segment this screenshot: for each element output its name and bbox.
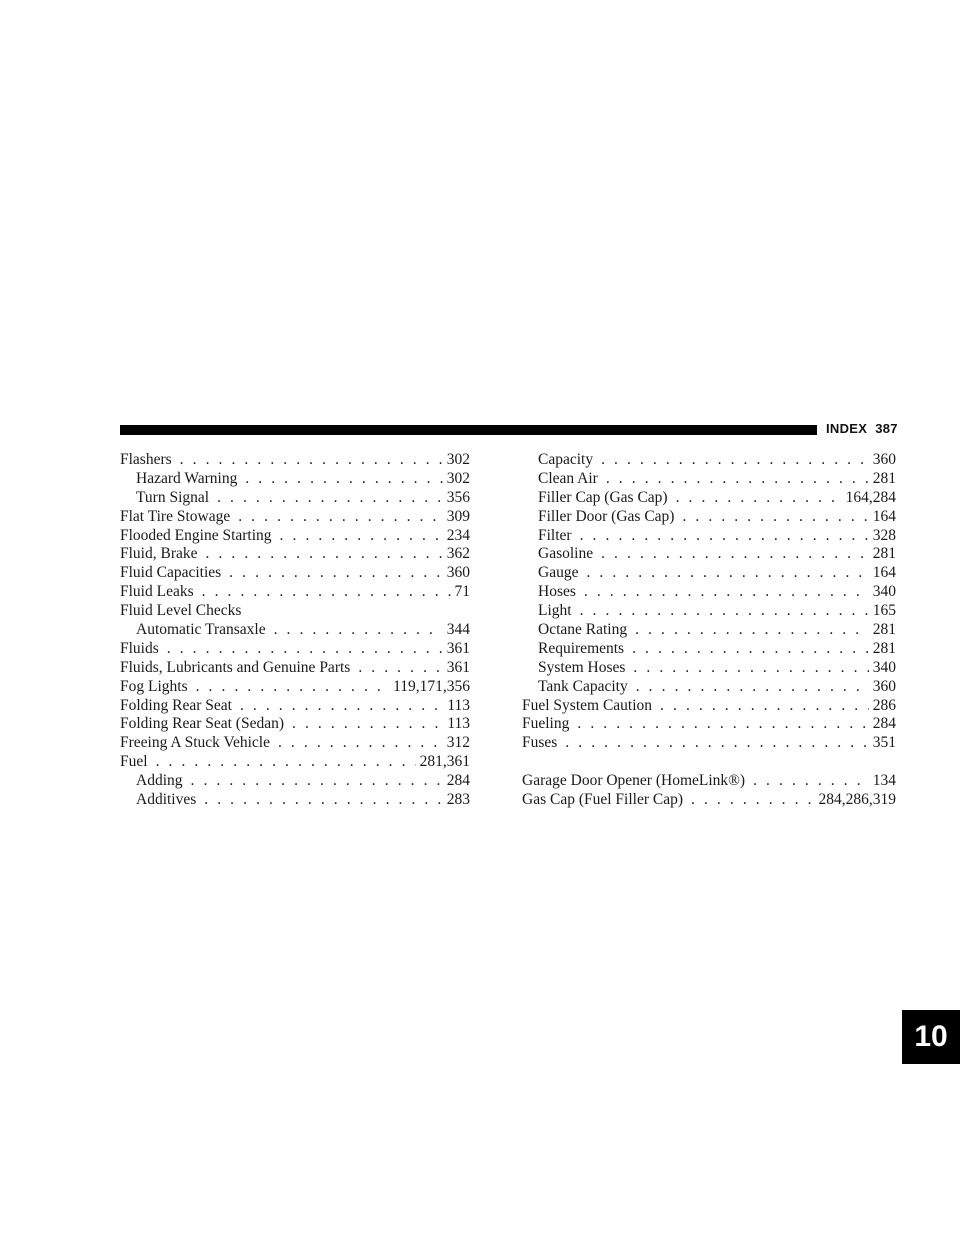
dot-leader	[635, 621, 869, 640]
dot-leader	[601, 451, 869, 470]
index-entry	[120, 697, 470, 716]
index-term: Filler Door (Gas Cap)	[538, 507, 675, 525]
index-subentry	[120, 621, 470, 640]
index-term: Hoses	[538, 583, 576, 601]
index-subentry	[120, 772, 470, 791]
index-page-ref[interactable]: 344	[446, 621, 470, 639]
dot-leader	[358, 659, 442, 678]
index-page-ref[interactable]: 284,286,319	[818, 791, 896, 809]
index-term: Tank Capacity	[538, 677, 628, 695]
index-term: Light	[538, 602, 572, 620]
dot-leader	[278, 734, 443, 753]
index-subentry	[522, 470, 896, 489]
index-term: Gauge	[538, 564, 579, 582]
dot-leader	[180, 451, 443, 470]
index-term: Fluid, Brake	[120, 545, 198, 563]
dot-leader	[156, 753, 416, 772]
dot-leader	[292, 715, 443, 734]
index-subentry	[522, 545, 896, 564]
index-term: Folding Rear Seat (Sedan)	[120, 715, 285, 733]
index-term: Turn Signal	[136, 488, 210, 506]
index-subentry	[522, 527, 896, 546]
index-page-ref[interactable]: 340	[872, 658, 896, 676]
index-term: Clean Air	[538, 469, 598, 487]
index-page-ref[interactable]: 361	[446, 658, 470, 676]
page-number: 387	[875, 421, 898, 436]
index-page-ref[interactable]: 284	[872, 715, 896, 733]
dot-leader	[633, 659, 868, 678]
index-column-right	[522, 451, 896, 810]
index-entry	[120, 753, 470, 772]
dot-leader	[280, 527, 443, 546]
index-page-ref[interactable]: 283	[446, 791, 470, 809]
dot-leader	[217, 489, 443, 508]
index-term: Adding	[136, 772, 183, 790]
index-entry	[120, 564, 470, 583]
index-term: Flashers	[120, 451, 172, 468]
index-subentry	[522, 602, 896, 621]
index-term: System Hoses	[538, 658, 626, 676]
index-term: Capacity	[538, 451, 594, 468]
dot-leader	[577, 715, 868, 734]
dot-leader	[660, 697, 869, 716]
index-subentry	[522, 583, 896, 602]
index-subentry	[120, 470, 470, 489]
index-page-ref[interactable]: 281	[872, 621, 896, 639]
index-page-ref[interactable]: 113	[447, 696, 470, 714]
index-entry	[120, 508, 470, 527]
index-page-ref[interactable]: 113	[447, 715, 470, 733]
header-title: INDEX	[826, 421, 868, 436]
index-page-ref[interactable]: 312	[446, 734, 470, 752]
index-entry	[522, 772, 896, 791]
dot-leader	[191, 772, 443, 791]
index-subentry	[522, 451, 896, 470]
index-subentry	[522, 489, 896, 508]
index-page-ref[interactable]: 164	[872, 564, 896, 582]
index-term: Octane Rating	[538, 621, 628, 639]
index-subentry	[522, 678, 896, 697]
index-term: Flooded Engine Starting	[120, 526, 272, 544]
dot-leader	[584, 583, 869, 602]
index-page-ref[interactable]: 360	[872, 677, 896, 695]
dot-leader	[240, 697, 443, 716]
index-page-ref[interactable]: 302	[446, 469, 470, 487]
index-subentry	[522, 564, 896, 583]
dot-leader	[586, 564, 868, 583]
index-term: Fuses	[522, 734, 558, 752]
dot-leader	[601, 545, 869, 564]
index-entry	[120, 583, 470, 602]
index-entry	[522, 791, 896, 810]
index-page-ref[interactable]: 164	[872, 507, 896, 525]
index-page-ref[interactable]: 281	[872, 639, 896, 657]
index-column-left	[120, 451, 470, 810]
index-entry	[120, 715, 470, 734]
index-page-ref[interactable]: 328	[872, 526, 896, 544]
index-term: Fuel	[120, 753, 148, 771]
index-page-ref[interactable]: 309	[446, 507, 470, 525]
index-term: Requirements	[538, 639, 625, 657]
index-term: Automatic Transaxle	[136, 621, 266, 639]
index-subentry	[522, 659, 896, 678]
dot-leader	[676, 489, 842, 508]
chapter-tab[interactable]: 10	[902, 1010, 960, 1064]
index-page-ref[interactable]: 356	[446, 488, 470, 506]
index-page-ref[interactable]: 360	[872, 451, 896, 468]
index-entry	[522, 697, 896, 716]
dot-leader	[167, 640, 443, 659]
index-entry	[120, 602, 470, 621]
index-page-ref[interactable]: 284	[446, 772, 470, 790]
index-subentry	[120, 489, 470, 508]
index-page-ref[interactable]: 164,284	[845, 488, 896, 506]
dot-leader	[606, 470, 869, 489]
index-page-ref[interactable]: 286	[872, 696, 896, 714]
index-entry	[120, 678, 470, 697]
index-page-ref[interactable]: 340	[872, 583, 896, 601]
index-page-ref[interactable]: 71	[454, 583, 470, 601]
dot-leader	[580, 527, 869, 546]
index-term: Filter	[538, 526, 572, 544]
dot-leader	[274, 621, 443, 640]
dot-leader	[682, 508, 868, 527]
index-term: Fluid Level Checks	[120, 602, 242, 620]
index-subentry	[522, 508, 896, 527]
dot-leader	[753, 772, 869, 791]
index-term: Fuel System Caution	[522, 696, 653, 714]
index-page-ref[interactable]: 165	[872, 602, 896, 620]
index-page-ref[interactable]: 281	[872, 545, 896, 563]
index-entry	[522, 734, 896, 753]
index-entry	[120, 451, 470, 470]
running-header	[826, 421, 898, 436]
index-term: Freeing A Stuck Vehicle	[120, 734, 270, 752]
index-term: Folding Rear Seat	[120, 696, 232, 714]
index-term: Fluids, Lubricants and Genuine Parts	[120, 658, 351, 676]
dot-leader	[565, 734, 868, 753]
index-page-ref[interactable]: 281	[872, 469, 896, 487]
index-page-ref[interactable]: 351	[872, 734, 896, 752]
dot-leader	[206, 545, 443, 564]
dot-leader	[196, 678, 389, 697]
index-subentry	[120, 791, 470, 810]
dot-leader	[202, 583, 451, 602]
index-entry	[522, 715, 896, 734]
index-page-ref[interactable]: 119,171,356	[393, 677, 470, 695]
dot-leader	[580, 602, 869, 621]
index-term: Fluid Capacities	[120, 564, 222, 582]
index-term: Filler Cap (Gas Cap)	[538, 488, 668, 506]
index-page-ref[interactable]: 362	[446, 545, 470, 563]
dot-leader	[229, 564, 443, 583]
index-term: Fluids	[120, 639, 159, 657]
index-entry	[120, 659, 470, 678]
dot-leader	[238, 508, 443, 527]
dot-leader	[632, 640, 869, 659]
index-page-ref[interactable]: 360	[446, 564, 470, 582]
index-page-ref[interactable]: 281,361	[419, 753, 470, 771]
index-term: Garage Door Opener (HomeLink®)	[522, 772, 746, 790]
index-entry	[120, 734, 470, 753]
dot-leader	[636, 678, 869, 697]
index-entry	[120, 527, 470, 546]
index-term: Gas Cap (Fuel Filler Cap)	[522, 791, 684, 809]
index-term: Additives	[136, 791, 197, 809]
index-term: Fluid Leaks	[120, 583, 194, 601]
index-subentry	[522, 640, 896, 659]
index-term: Fueling	[522, 715, 570, 733]
index-spacer	[522, 753, 896, 772]
index-subentry	[522, 621, 896, 640]
index-page-ref[interactable]: 134	[872, 772, 896, 790]
dot-leader	[691, 791, 814, 810]
index-page-ref[interactable]: 302	[446, 451, 470, 468]
dot-leader	[204, 791, 442, 810]
index-term: Hazard Warning	[136, 469, 238, 487]
dot-leader	[245, 470, 442, 489]
index-entry	[120, 545, 470, 564]
index-term: Gasoline	[538, 545, 594, 563]
index-term: Flat Tire Stowage	[120, 507, 231, 525]
index-entry	[120, 640, 470, 659]
header-rule	[120, 425, 817, 435]
index-page-ref[interactable]: 361	[446, 639, 470, 657]
index-term: Fog Lights	[120, 677, 188, 695]
index-page-ref[interactable]: 234	[446, 526, 470, 544]
